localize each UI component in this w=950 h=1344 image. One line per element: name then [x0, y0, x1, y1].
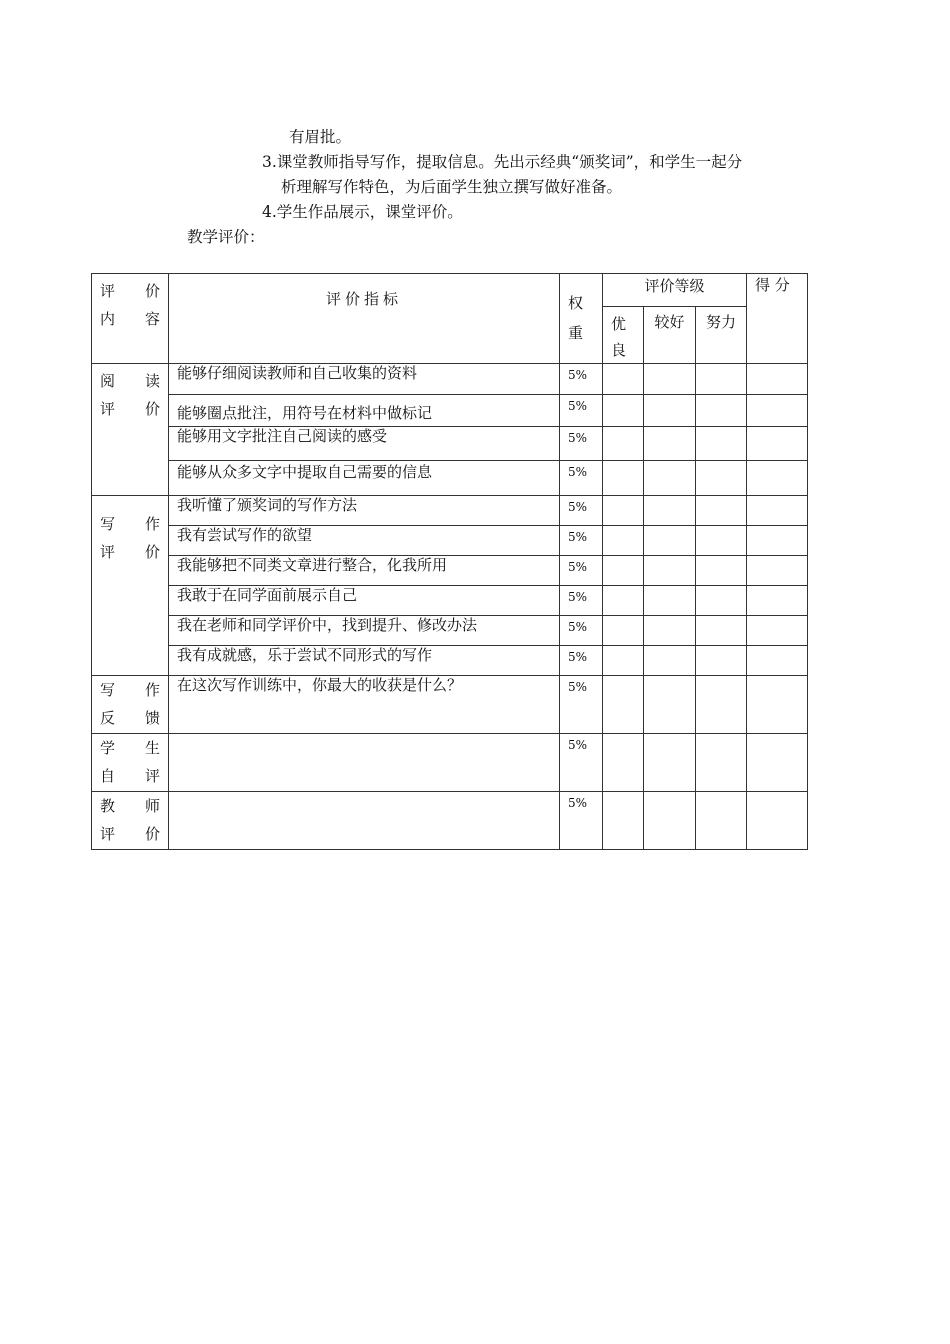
grade-effort-cell[interactable]: [696, 395, 747, 427]
paragraph-4: 4.学生作品展示，课堂评价。: [262, 203, 463, 221]
table-row: [92, 586, 808, 616]
category-reading: 阅读 评价: [92, 364, 169, 496]
score-cell[interactable]: [747, 676, 808, 734]
grade-excellent-cell[interactable]: [603, 364, 644, 395]
grade-good-cell[interactable]: [644, 734, 696, 792]
grade-effort-cell[interactable]: [696, 427, 747, 461]
score-cell[interactable]: [747, 646, 808, 676]
category-student-self-evaluation: 学生 自评: [92, 734, 169, 792]
weight: 5%: [560, 427, 603, 461]
grade-good-cell[interactable]: [644, 556, 696, 586]
grade-excellent-cell[interactable]: [603, 496, 644, 526]
grade-excellent-cell[interactable]: [603, 734, 644, 792]
grade-effort-cell[interactable]: [696, 461, 747, 496]
table-row: [92, 526, 808, 556]
grade-good-cell[interactable]: [644, 526, 696, 556]
table-row: [92, 556, 808, 586]
indicator: 能够圈点批注，用符号在材料中做标记: [169, 395, 560, 427]
grade-effort-cell[interactable]: [696, 526, 747, 556]
grade-effort-cell[interactable]: [696, 616, 747, 646]
score-cell[interactable]: [747, 734, 808, 792]
indicator: 在这次写作训练中，你最大的收获是什么？: [169, 676, 560, 734]
table-row: [92, 427, 808, 461]
table-row: [92, 461, 808, 496]
header-grade: 评价等级: [603, 274, 747, 307]
header-weight: 权 重: [560, 274, 603, 364]
section-heading-teaching-evaluation: 教学评价：: [187, 228, 265, 246]
grade-good-cell[interactable]: [644, 461, 696, 496]
grade-effort-cell[interactable]: [696, 556, 747, 586]
weight: 5%: [560, 526, 603, 556]
score-cell[interactable]: [747, 556, 808, 586]
weight: 5%: [560, 586, 603, 616]
grade-effort-cell[interactable]: [696, 496, 747, 526]
grade-good-cell[interactable]: [644, 676, 696, 734]
grade-effort-cell[interactable]: [696, 734, 747, 792]
score-cell[interactable]: [747, 616, 808, 646]
grade-good-cell[interactable]: [644, 586, 696, 616]
paragraph-2: 3.课堂教师指导写作，提取信息。先出示经典“颁奖词”，和学生一起分: [262, 153, 743, 171]
score-cell[interactable]: [747, 586, 808, 616]
grade-excellent-cell[interactable]: [603, 646, 644, 676]
weight: 5%: [560, 556, 603, 586]
table-row: [92, 792, 808, 850]
score-cell[interactable]: [747, 461, 808, 496]
score-cell[interactable]: [747, 496, 808, 526]
category-teacher-evaluation: 教师 评价: [92, 792, 169, 850]
grade-good-cell[interactable]: [644, 364, 696, 395]
paragraph-3: 析理解写作特色，为后面学生独立撰写做好准备。: [281, 178, 623, 196]
category-writing: 写作 评价: [92, 496, 169, 676]
grade-excellent-cell[interactable]: [603, 676, 644, 734]
grade-excellent-cell[interactable]: [603, 616, 644, 646]
grade-excellent-cell[interactable]: [603, 792, 644, 850]
score-cell[interactable]: [747, 792, 808, 850]
table-row: [92, 496, 808, 526]
indicator: 能够从众多文字中提取自己需要的信息: [169, 461, 560, 496]
header-content: 评价 内容: [92, 274, 169, 364]
grade-effort-cell[interactable]: [696, 792, 747, 850]
score-cell[interactable]: [747, 526, 808, 556]
weight: 5%: [560, 364, 603, 395]
evaluation-table: [91, 273, 808, 850]
indicator: 能够仔细阅读教师和自己收集的资料: [169, 364, 560, 395]
grade-good-cell[interactable]: [644, 616, 696, 646]
table-row: [92, 734, 808, 792]
indicator: 我敢于在同学面前展示自己: [169, 586, 560, 616]
indicator: 我能够把不同类文章进行整合，化我所用: [169, 556, 560, 586]
grade-good-cell[interactable]: [644, 427, 696, 461]
category-writing-feedback: 写作 反馈: [92, 676, 169, 734]
weight: 5%: [560, 395, 603, 427]
grade-excellent-cell[interactable]: [603, 586, 644, 616]
grade-effort-cell[interactable]: [696, 646, 747, 676]
grade-excellent-cell[interactable]: [603, 395, 644, 427]
score-cell[interactable]: [747, 364, 808, 395]
grade-excellent-cell[interactable]: [603, 427, 644, 461]
weight: 5%: [560, 496, 603, 526]
header-indicator: 评价指标: [169, 274, 560, 364]
header-grade-excellent: 优 良: [603, 307, 644, 364]
grade-good-cell[interactable]: [644, 496, 696, 526]
header-grade-good: 较好: [644, 307, 696, 364]
weight: 5%: [560, 792, 603, 850]
indicator: 我有尝试写作的欲望: [169, 526, 560, 556]
grade-good-cell[interactable]: [644, 395, 696, 427]
indicator: 我听懂了颁奖词的写作方法: [169, 496, 560, 526]
table-row: [92, 395, 808, 427]
table-row: [92, 364, 808, 395]
grade-excellent-cell[interactable]: [603, 526, 644, 556]
indicator: 我在老师和同学评价中，找到提升、修改办法: [169, 616, 560, 646]
weight: 5%: [560, 461, 603, 496]
indicator[interactable]: [169, 792, 560, 850]
score-cell[interactable]: [747, 395, 808, 427]
table-row: [92, 616, 808, 646]
table-row: [92, 646, 808, 676]
header-score: 得 分: [747, 274, 808, 364]
weight: 5%: [560, 646, 603, 676]
indicator: 能够用文字批注自己阅读的感受: [169, 427, 560, 461]
grade-effort-cell[interactable]: [696, 364, 747, 395]
grade-effort-cell[interactable]: [696, 676, 747, 734]
score-cell[interactable]: [747, 427, 808, 461]
weight: 5%: [560, 676, 603, 734]
grade-effort-cell[interactable]: [696, 586, 747, 616]
weight: 5%: [560, 616, 603, 646]
grade-excellent-cell[interactable]: [603, 556, 644, 586]
grade-excellent-cell[interactable]: [603, 461, 644, 496]
table-row: [92, 676, 808, 734]
indicator: 我有成就感，乐于尝试不同形式的写作: [169, 646, 560, 676]
paragraph-1: 有眉批。: [289, 128, 352, 146]
indicator[interactable]: [169, 734, 560, 792]
grade-good-cell[interactable]: [644, 646, 696, 676]
header-grade-effort: 努力: [696, 307, 747, 364]
weight: 5%: [560, 734, 603, 792]
grade-good-cell[interactable]: [644, 792, 696, 850]
